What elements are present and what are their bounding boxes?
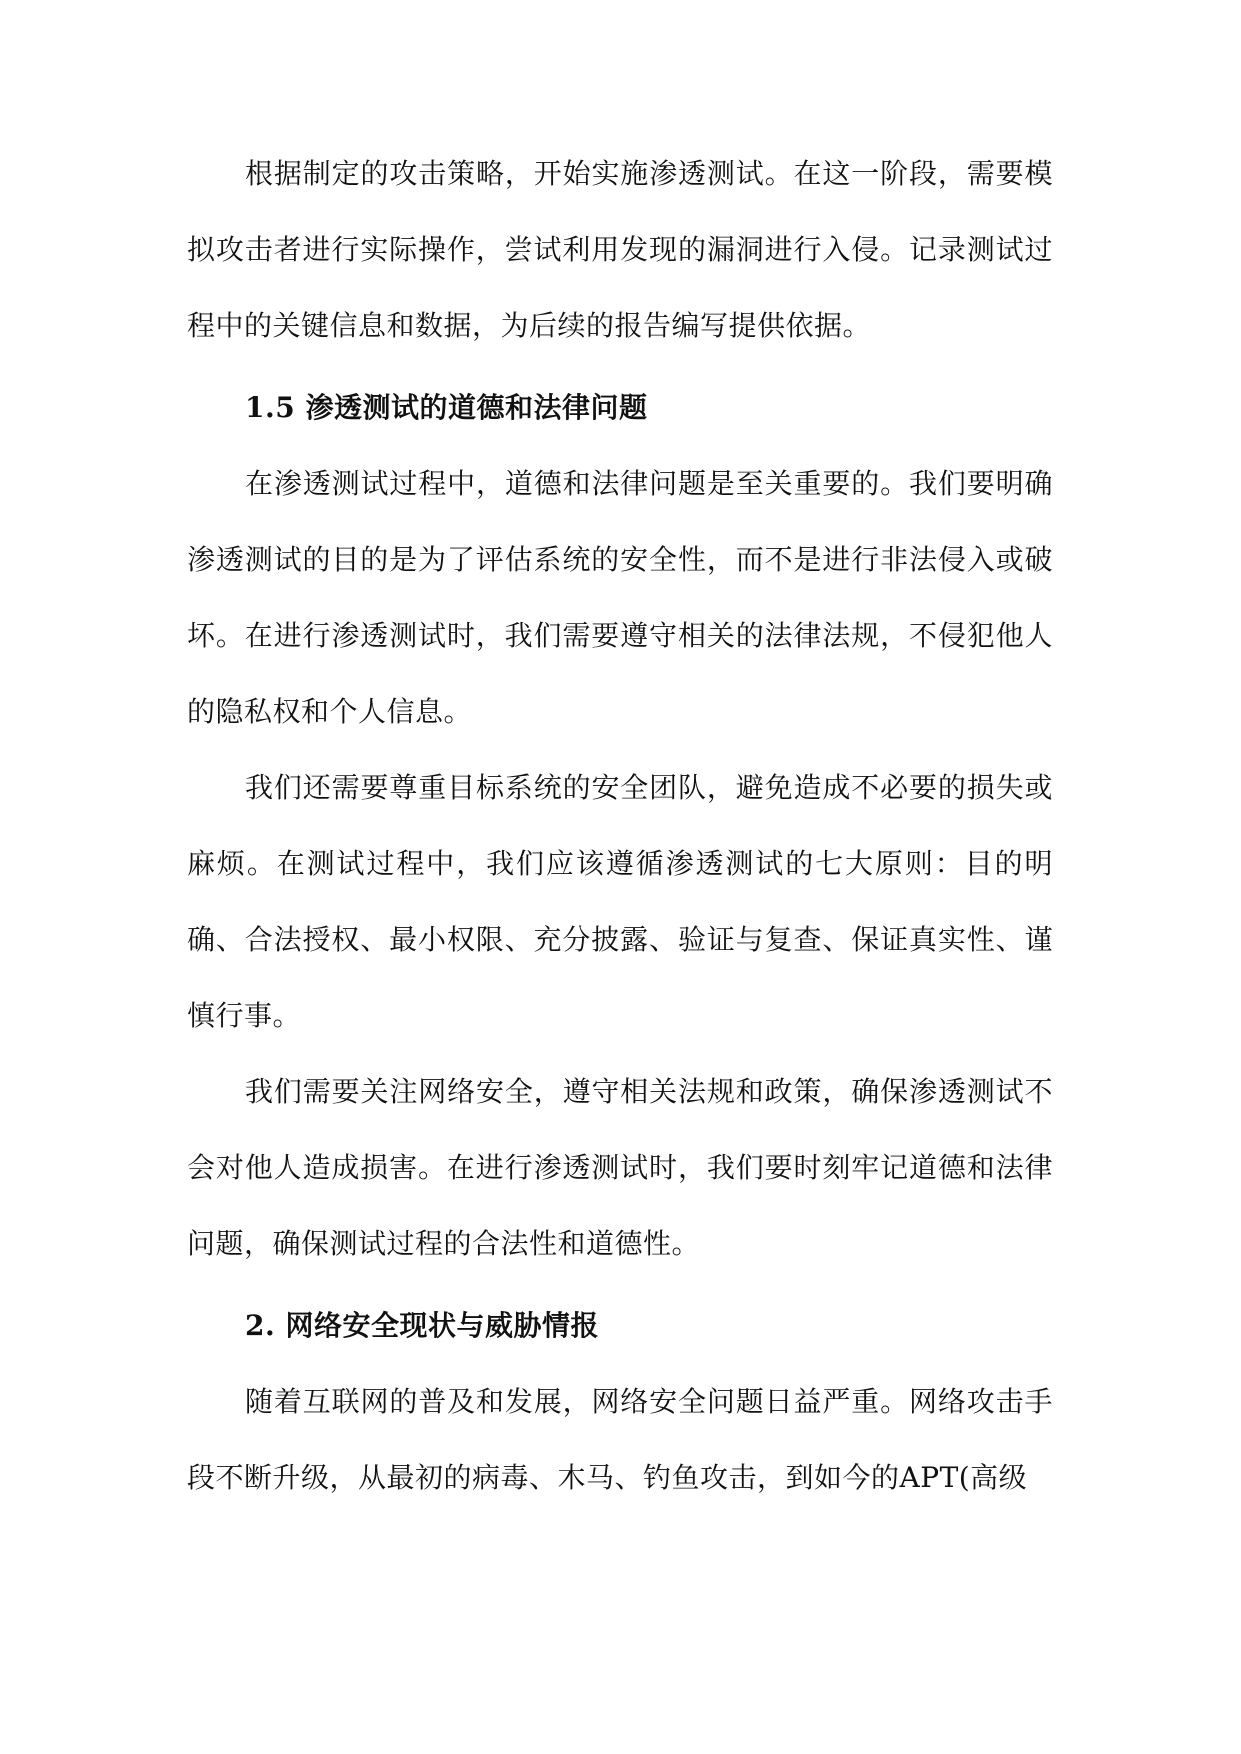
section-heading-1-5: 1.5 渗透测试的道德和法律问题 [245, 391, 648, 424]
paragraph-ethics-law-2: 我们还需要尊重目标系统的安全团队，避免造成不必要的损失或麻烦。在测试过程中，我们应该遵循渗透测试的七大原则：目的明确、合法授权、最小权限、充分披露、验证与复查、保证真实性、谨慎行事。 [187, 771, 1053, 1032]
paragraph-attack-execution: 根据制定的攻击策略，开始实施渗透测试。在这一阶段，需要模拟攻击者进行实际操作，尝试利用发现的漏洞进行入侵。记录测试过程中的关键信息和数据，为后续的报告编写提供依据。 [187, 157, 1053, 342]
paragraph-ethics-law-1: 在渗透测试过程中，道德和法律问题是至关重要的。我们要明确渗透测试的目的是为了评估系统的安全性，而不是进行非法侵入或破坏。在进行渗透测试时，我们需要遵守相关的法律法规，不侵犯他人的隐私权和个人信息。 [187, 467, 1053, 728]
paragraph-security-status-1: 随着互联网的普及和发展，网络安全问题日益严重。网络攻击手段不断升级，从最初的病毒、木马、钓鱼攻击，到如今的APT(高级 [187, 1385, 1053, 1494]
document-body [187, 136, 1053, 1516]
paragraph-ethics-law-3: 我们需要关注网络安全，遵守相关法规和政策，确保渗透测试不会对他人造成损害。在进行渗透测试时，我们要时刻牢记道德和法律问题，确保测试过程的合法性和道德性。 [187, 1075, 1053, 1260]
section-heading-2: 2. 网络安全现状与威胁情报 [245, 1309, 599, 1342]
